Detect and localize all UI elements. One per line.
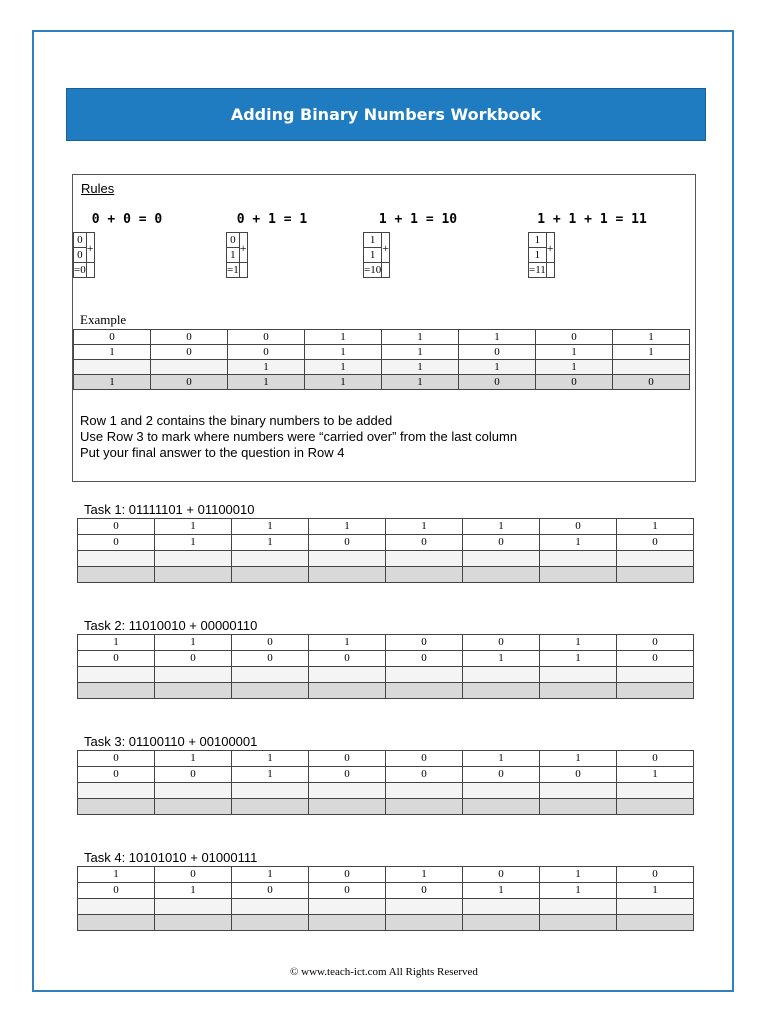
cell: 1 [305,360,382,375]
cell: 1 [232,751,309,767]
cell: 1 [463,651,540,667]
answer-cell[interactable] [309,667,386,683]
cell: 1 [617,767,694,783]
cell: 0 [228,330,305,345]
cell: 1 [155,535,232,551]
answer-row [78,683,694,699]
answer-cell[interactable] [78,915,155,931]
rule-1-expression: 0 + 1 = 1 [236,212,308,227]
cell: 0 [540,767,617,783]
example-label: Example [80,312,127,327]
answer-cell[interactable] [309,783,386,799]
rule-0-blank [86,263,94,278]
answer-cell[interactable] [232,551,309,567]
task-4-grid [77,866,694,931]
instruction-line: Use Row 3 to mark where numbers were “carried over” from the last column [80,429,518,444]
cell: 0 [386,883,463,899]
rule-3-expression: 1 + 1 + 1 = 11 [537,212,647,227]
answer-cell[interactable] [309,683,386,699]
carry-row [78,783,694,799]
cell: 0 [155,651,232,667]
cell: 0 [386,635,463,651]
instructions [80,413,517,461]
answer-cell[interactable] [386,899,463,915]
plus-sign: + [86,233,94,263]
cell: 0 [232,883,309,899]
cell: 0 [536,330,613,345]
answer-cell[interactable] [617,667,694,683]
cell: 1 [536,360,613,375]
task-row-2 [78,883,694,899]
answer-cell[interactable] [155,551,232,567]
carry-row [78,551,694,567]
cell [151,360,228,375]
carry-row [78,667,694,683]
rule-2-table [363,232,390,278]
example-answer-row [74,375,690,390]
cell: 0 [617,535,694,551]
cell: 1 [463,519,540,535]
example-row-2 [74,345,690,360]
cell: 1 [382,330,459,345]
cell: 0 [78,535,155,551]
answer-cell[interactable] [78,899,155,915]
rule-1-result: =1 [227,264,239,276]
rule-0-b: 0 [74,248,87,263]
answer-cell[interactable] [617,799,694,815]
rule-0-expression: 0 + 0 = 0 [91,212,163,227]
rule-3-b: 1 [529,248,547,263]
answer-cell[interactable] [540,783,617,799]
answer-cell[interactable] [463,783,540,799]
cell: 1 [228,375,305,390]
answer-cell[interactable] [155,567,232,583]
cell: 1 [78,867,155,883]
answer-row [78,915,694,931]
answer-cell[interactable] [232,915,309,931]
task-1-label: Task 1: 01111101 + 01100010 [84,502,255,517]
answer-cell[interactable] [617,551,694,567]
cell: 1 [613,330,690,345]
cell: 0 [78,519,155,535]
cell: 1 [232,767,309,783]
cell: 0 [78,767,155,783]
rule-0-a: 0 [74,233,87,248]
cell: 0 [155,767,232,783]
cell: 1 [540,651,617,667]
cell: 0 [463,535,540,551]
cell: 1 [232,519,309,535]
cell: 0 [386,767,463,783]
cell: 1 [382,345,459,360]
rule-3-table [528,232,555,278]
answer-cell[interactable] [463,667,540,683]
plus-sign: + [382,233,390,263]
rule-3-a: 1 [529,233,547,248]
answer-cell[interactable] [309,899,386,915]
cell: 1 [613,345,690,360]
cell: 1 [540,751,617,767]
instruction-line: Put your final answer to the question in Row 4 [80,445,345,460]
cell: 1 [463,751,540,767]
task-4-label: Task 4: 10101010 + 01000111 [84,850,258,865]
workbook-title [66,88,706,141]
task-row-1 [78,751,694,767]
answer-cell[interactable] [78,667,155,683]
cell: 1 [155,751,232,767]
cell: 0 [151,330,228,345]
cell: 0 [228,345,305,360]
plus-sign: + [239,233,247,263]
cell: 1 [309,519,386,535]
answer-cell[interactable] [232,667,309,683]
cell: 1 [232,535,309,551]
answer-cell[interactable] [540,683,617,699]
cell: 0 [309,767,386,783]
cell: 1 [540,535,617,551]
task-2-label: Task 2: 11010010 + 00000110 [84,618,258,633]
answer-cell[interactable] [386,683,463,699]
cell: 0 [78,651,155,667]
rule-1-b: 1 [227,248,240,263]
cell: 1 [459,330,536,345]
answer-cell[interactable] [540,551,617,567]
cell: 1 [155,635,232,651]
task-row-1 [78,867,694,883]
answer-cell[interactable] [540,899,617,915]
answer-cell[interactable] [386,667,463,683]
cell: 0 [309,535,386,551]
cell: 1 [305,375,382,390]
answer-row [78,567,694,583]
cell: 1 [386,867,463,883]
cell: 0 [232,635,309,651]
answer-cell[interactable] [232,783,309,799]
answer-cell[interactable] [78,683,155,699]
answer-cell[interactable] [309,567,386,583]
plus-sign: + [546,233,554,263]
cell: 1 [540,635,617,651]
cell: 0 [613,375,690,390]
example-carry-row [74,360,690,375]
carry-row [78,899,694,915]
rule-0-result: =0 [74,264,86,276]
cell: 1 [74,375,151,390]
cell: 1 [74,345,151,360]
rule-1-table [226,232,248,278]
cell: 1 [305,345,382,360]
example-row-1 [74,330,690,345]
answer-cell[interactable] [540,667,617,683]
answer-cell[interactable] [617,783,694,799]
answer-cell[interactable] [540,799,617,815]
cell: 0 [617,867,694,883]
answer-cell[interactable] [463,567,540,583]
cell: 1 [155,519,232,535]
cell [74,360,151,375]
cell: 0 [459,375,536,390]
answer-cell[interactable] [155,667,232,683]
cell: 0 [617,751,694,767]
task-row-2 [78,535,694,551]
cell: 0 [78,883,155,899]
rule-3-result: =11 [529,264,546,276]
answer-cell[interactable] [155,683,232,699]
task-row-2 [78,651,694,667]
rule-2-expression: 1 + 1 = 10 [378,212,458,227]
cell: 0 [74,330,151,345]
cell: 1 [228,360,305,375]
answer-cell[interactable] [232,799,309,815]
answer-cell[interactable] [617,567,694,583]
cell: 0 [309,751,386,767]
answer-cell[interactable] [463,899,540,915]
answer-cell[interactable] [78,551,155,567]
answer-cell[interactable] [617,915,694,931]
answer-cell[interactable] [309,915,386,931]
answer-cell[interactable] [386,799,463,815]
task-row-1 [78,519,694,535]
rule-1-blank [239,263,247,278]
answer-cell[interactable] [309,799,386,815]
cell: 1 [617,883,694,899]
answer-cell[interactable] [155,799,232,815]
cell: 1 [232,867,309,883]
cell: 0 [232,651,309,667]
cell: 1 [382,375,459,390]
answer-cell[interactable] [78,783,155,799]
cell: 1 [536,345,613,360]
cell [613,360,690,375]
rule-2-blank [382,263,390,278]
cell: 1 [463,883,540,899]
cell: 0 [386,535,463,551]
cell: 0 [386,651,463,667]
answer-cell[interactable] [309,551,386,567]
rule-2-a: 1 [364,233,382,248]
answer-cell[interactable] [155,915,232,931]
answer-cell[interactable] [155,899,232,915]
answer-cell[interactable] [463,683,540,699]
task-1-grid [77,518,694,583]
rule-3-blank [546,263,554,278]
answer-cell[interactable] [386,567,463,583]
cell: 0 [309,867,386,883]
cell: 0 [309,651,386,667]
cell: 0 [151,375,228,390]
cell: 1 [382,360,459,375]
cell: 1 [305,330,382,345]
cell: 0 [386,751,463,767]
answer-cell[interactable] [386,915,463,931]
task-3-label: Task 3: 01100110 + 00100001 [84,734,258,749]
task-row-2 [78,767,694,783]
rule-0-table [73,232,95,278]
cell: 0 [155,867,232,883]
cell: 1 [78,635,155,651]
cell: 1 [617,519,694,535]
answer-cell[interactable] [155,783,232,799]
answer-cell[interactable] [463,799,540,815]
answer-cell[interactable] [386,551,463,567]
cell: 0 [463,767,540,783]
answer-cell[interactable] [463,551,540,567]
cell: 0 [536,375,613,390]
example-grid [73,329,690,390]
cell: 1 [309,635,386,651]
answer-cell[interactable] [540,915,617,931]
title-text: Adding Binary Numbers Workbook [230,105,542,124]
cell: 0 [463,635,540,651]
answer-cell[interactable] [463,915,540,931]
task-row-1 [78,635,694,651]
cell: 0 [463,867,540,883]
cell: 0 [459,345,536,360]
answer-cell[interactable] [232,567,309,583]
rule-1-a: 0 [227,233,240,248]
answer-row [78,799,694,815]
task-3-grid [77,750,694,815]
cell: 0 [78,751,155,767]
rule-2-result: =10 [364,264,382,276]
answer-cell[interactable] [540,567,617,583]
rule-2-b: 1 [364,248,382,263]
answer-cell[interactable] [78,799,155,815]
cell: 0 [151,345,228,360]
rules-panel [72,174,696,482]
instruction-line: Row 1 and 2 contains the binary numbers to be added [80,413,393,428]
answer-cell[interactable] [232,683,309,699]
cell: 1 [540,883,617,899]
cell: 1 [386,519,463,535]
answer-cell[interactable] [617,899,694,915]
answer-cell[interactable] [78,567,155,583]
copyright-footer: © www.teach-ict.com All Rights Reserved [290,966,478,978]
rules-heading: Rules [81,181,115,196]
cell: 0 [309,883,386,899]
answer-cell[interactable] [232,899,309,915]
answer-cell[interactable] [386,783,463,799]
cell: 1 [459,360,536,375]
task-2-grid [77,634,694,699]
cell: 0 [540,519,617,535]
cell: 1 [155,883,232,899]
cell: 0 [617,635,694,651]
cell: 1 [540,867,617,883]
cell: 0 [617,651,694,667]
answer-cell[interactable] [617,683,694,699]
